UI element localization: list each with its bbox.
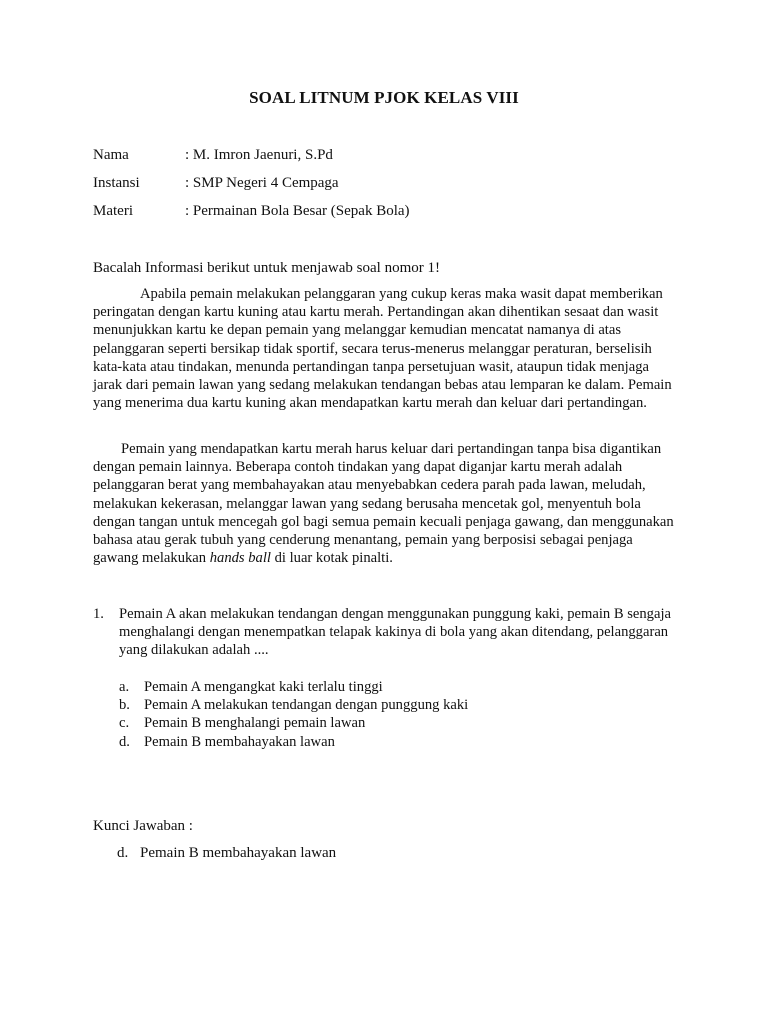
meta-value: : Permainan Bola Besar (Sepak Bola) [185, 203, 410, 219]
paragraph-1-text: Apabila pemain melakukan pelanggaran yang cukup keras maka wasit dapat memberikan peringatan dengan kartu kuning atau kartu merah. Pertandingan akan dihentikan sesaat dan wasit menunjukkan kartu ke depan pemain yang melanggar kemudian mencatat namanya di atas pelanggaran seperti bersikap tidak sportif, secara terus-menerus melanggar peraturan, berselisih kata-kata atau tindakan, menunda pertandingan tanpa persetujuan wasit, ataupun tidak menjaga jarak dari pemain lawan yang sedang melakukan tendangan bebas atau lemparan ke dalam. Pemain yang menerima dua kartu kuning akan mendapatkan kartu merah dan keluar dari pertandingan. [93, 286, 672, 412]
meta-label: Instansi [93, 175, 140, 191]
answer-key-letter: d. [117, 845, 129, 861]
reading-instruction: Bacalah Informasi berikut untuk menjawab soal nomor 1! [93, 260, 440, 276]
option-letter: d. [119, 733, 130, 750]
meta-label: Nama [93, 147, 129, 163]
paragraph-2-after: di luar kotak pinalti. [274, 550, 393, 567]
meta-value: : M. Imron Jaenuri, S.Pd [185, 147, 333, 163]
paragraph-2 [93, 440, 678, 567]
option-text: Pemain B membahayakan lawan [144, 733, 335, 750]
paragraph-2-italic: hands ball [209, 550, 271, 567]
page-title: SOAL LITNUM PJOK KELAS VIII [249, 88, 519, 107]
question-number: 1. [93, 606, 104, 622]
meta-label: Materi [93, 203, 133, 219]
option-letter: b. [119, 697, 130, 714]
paragraph-1 [93, 285, 678, 412]
option-text: Pemain A melakukan tendangan dengan punggung kaki [144, 697, 469, 714]
answer-key-text: Pemain B membahayakan lawan [140, 845, 337, 861]
paragraph-2-text [93, 440, 678, 567]
option-letter: a. [119, 679, 130, 695]
answer-key-label: Kunci Jawaban : [93, 818, 193, 834]
option-text: Pemain B menghalangi pemain lawan [144, 715, 366, 732]
option-text: Pemain A mengangkat kaki terlalu tinggi [144, 679, 383, 695]
option-letter: c. [119, 715, 130, 732]
paragraph-2-before: Pemain yang mendapatkan kartu merah harus keluar dari pertandingan tanpa bisa digantikan dengan pemain lainnya. Beberapa contoh tindakan yang dapat diganjar kartu merah adalah pelanggaran berat yang membahayakan atau menyebabkan cedera parah pada lawan, meludah, melakukan kekerasan, melanggar lawan yang sedang berusaha mencetak gol, menyentuh bola dengan tangan untuk mencegah gol bagi semua pemain kecuali penjaga gawang, dan menggunakan bahasa atau gerak tubuh yang cenderung menantang, pemain yang berposisi sebagai penjaga gawang melakukan [93, 441, 674, 567]
meta-value: : SMP Negeri 4 Cempaga [185, 175, 339, 191]
question-text: Pemain A akan melakukan tendangan dengan menggunakan punggung kaki, pemain B sengaja menghalangi dengan menempatkan telapak kakinya di bola yang akan ditendang, pelanggaran yang dilakukan adalah .... [119, 606, 671, 659]
